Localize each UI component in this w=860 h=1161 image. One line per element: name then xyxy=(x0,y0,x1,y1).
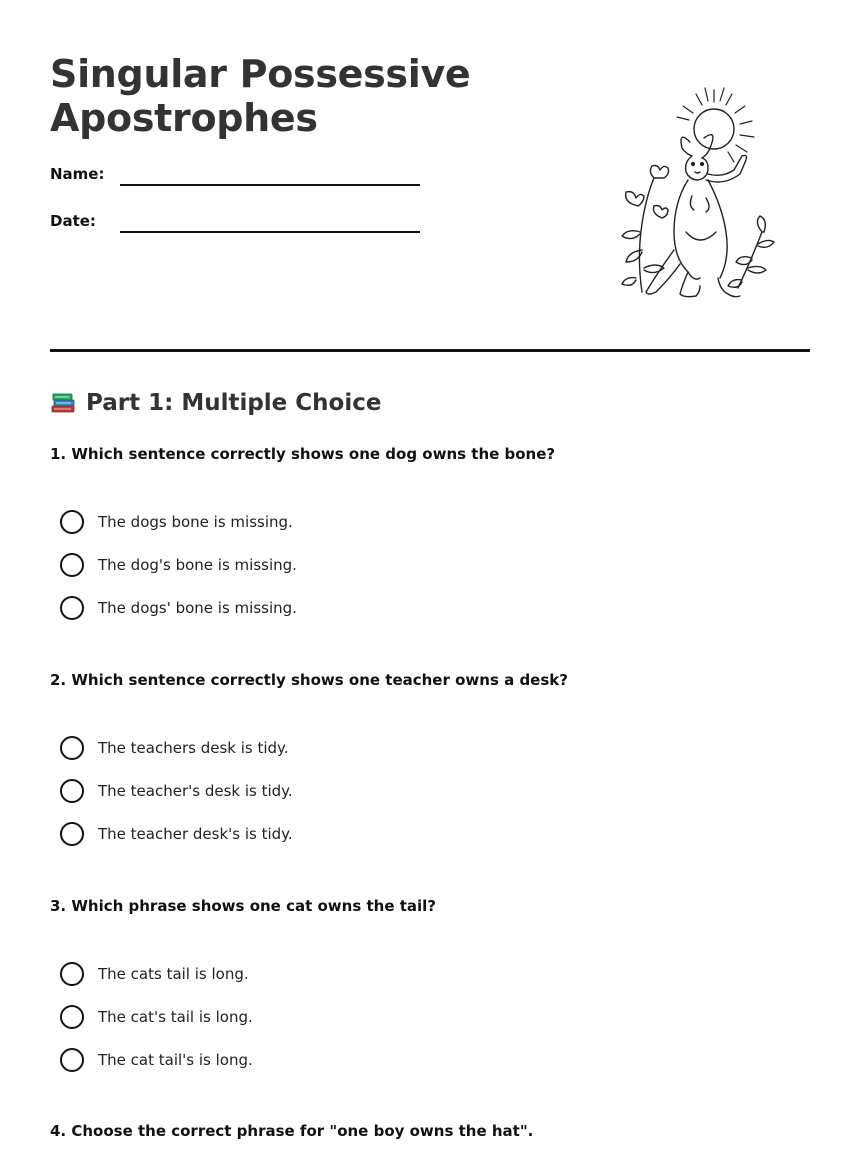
option-label: The cat tail's is long. xyxy=(98,1050,253,1069)
question-4 xyxy=(50,1121,810,1141)
question-2 xyxy=(50,670,810,843)
option-b[interactable] xyxy=(60,769,293,812)
options-list xyxy=(60,500,297,629)
options-list xyxy=(60,726,293,855)
option-label: The teachers desk is tidy. xyxy=(98,738,289,757)
part1-heading xyxy=(50,390,381,416)
date-field[interactable] xyxy=(50,212,420,242)
part1-title: Part 1: Multiple Choice xyxy=(86,390,382,416)
name-label: Name: xyxy=(50,165,105,183)
option-c[interactable] xyxy=(60,812,293,855)
option-label: The dog's bone is missing. xyxy=(98,555,297,574)
name-write-line[interactable] xyxy=(120,184,420,186)
question-1 xyxy=(50,444,810,617)
radio-button[interactable] xyxy=(60,553,84,577)
question-3 xyxy=(50,896,810,1069)
books-icon xyxy=(50,390,76,416)
radio-button[interactable] xyxy=(60,779,84,803)
option-label: The dogs' bone is missing. xyxy=(98,598,297,617)
option-label: The teacher's desk is tidy. xyxy=(98,781,293,800)
radio-button[interactable] xyxy=(60,1005,84,1029)
question-text: 4. Choose the correct phrase for "one boy owns the hat". xyxy=(50,1122,534,1140)
option-a[interactable] xyxy=(60,500,297,543)
option-c[interactable] xyxy=(60,586,297,629)
radio-button[interactable] xyxy=(60,1048,84,1072)
question-text: 3. Which phrase shows one cat owns the tail? xyxy=(50,897,436,915)
option-label: The dogs bone is missing. xyxy=(98,512,293,531)
radio-button[interactable] xyxy=(60,596,84,620)
option-c[interactable] xyxy=(60,1038,253,1081)
radio-button[interactable] xyxy=(60,736,84,760)
question-text: 2. Which sentence correctly shows one teacher owns a desk? xyxy=(50,671,568,689)
option-label: The teacher desk's is tidy. xyxy=(98,824,293,843)
kangaroo-sun-illustration-icon xyxy=(562,82,782,312)
radio-button[interactable] xyxy=(60,822,84,846)
option-b[interactable] xyxy=(60,543,297,586)
option-a[interactable] xyxy=(60,952,253,995)
header-divider xyxy=(50,349,810,352)
option-a[interactable] xyxy=(60,726,293,769)
worksheet-title: Singular Possessive Apostrophes xyxy=(50,52,471,140)
option-label: The cat's tail is long. xyxy=(98,1007,253,1026)
date-label: Date: xyxy=(50,212,96,230)
option-b[interactable] xyxy=(60,995,253,1038)
options-list xyxy=(60,952,253,1081)
question-text: 1. Which sentence correctly shows one dog owns the bone? xyxy=(50,445,556,463)
radio-button[interactable] xyxy=(60,962,84,986)
name-field[interactable] xyxy=(50,165,420,195)
date-write-line[interactable] xyxy=(120,231,420,233)
radio-button[interactable] xyxy=(60,510,84,534)
option-label: The cats tail is long. xyxy=(98,964,249,983)
